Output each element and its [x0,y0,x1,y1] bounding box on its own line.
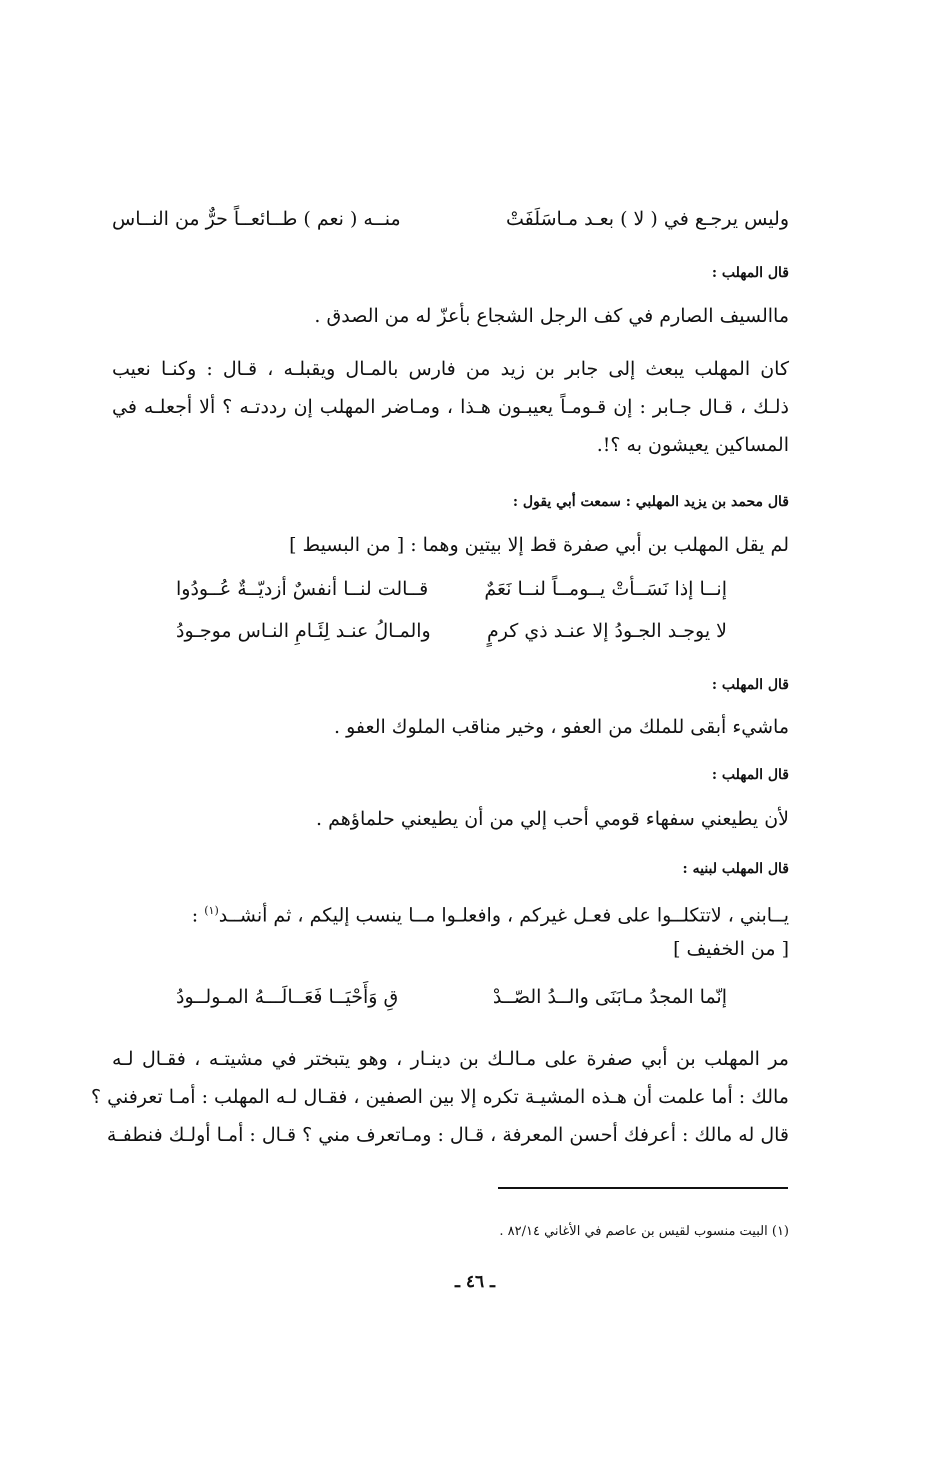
paragraph-line: مر المهلب بن أبي صفرة على مـالـك بن دينـار ، وهو يتبختر في مشيتـه ، فقـال لـه [112,1048,789,1070]
saying-text-body: يــابني ، لاتتكلــوا على فعـل غيركم ، وافعلـوا مــا ينسب إليكم ، ثم أنشــد [218,904,789,927]
footnote-divider [498,1187,788,1189]
paragraph-line: كان المهلب يبعث إلى جابر بن زيد من فارس بالمـال ويقبلـه ، قـال : وكنـا نعيب [112,358,789,380]
saying-text-line [112,892,789,934]
paragraph-line: قال له مالك : أعرفك أحسن المعرفة ، قـال : ومـاتعرف مني ؟ قـال : أمـا أولـك فنطفـة [106,1124,789,1146]
page-number: ـ ٤٦ ـ [454,1272,496,1292]
speaker-label: قال المهلب : [711,677,789,693]
verse-single-right: إنّما المجدُ مـابَنَى والــدُ الصّــدْ [492,986,727,1008]
poem-verse-2-left: والمـالُ عنـد لِئَـامِ النـاس موجـودُ [176,620,431,642]
saying-text: ماالسيف الصارم في كف الرجل الشجاع بأعزّ له من الصدق . [314,305,789,327]
verse-top-hemistich-left: منــه ( نعم ) طــائعــاً حرٌّ من النــاس [112,208,401,230]
colon: : [191,904,205,927]
poem-verse-1-right: إنــا إذا نَسَــأتْ يــومــاً لنــا نَعَمٌ [484,578,727,600]
speaker-label: قال المهلب لبنيه : [682,861,789,877]
saying-text: ماشيء أبقى للملك من العفو ، وخير مناقب الملوك العفو . [334,716,789,738]
verse-top-hemistich-right: وليس يرجـع في ( لا ) بعـد مـاسَلَفَتْ [506,208,789,230]
footnote-text: (١) البيت منسوب لقيس بن عاصم في الأغاني ٨٢/١٤ . [499,1224,789,1239]
paragraph-line: ذلـك ، قـال جـابر : إن قـومـاً يعيبـون هـذا ، ومـاضر المهلب إن رددتـه ؟ ألا أجعلـه في [112,396,789,418]
saying-text: لم يقل المهلب بن أبي صفرة قط إلا بيتين وهما : [ من البسيط ] [289,534,789,556]
poem-verse-2-right: لا يوجـد الجـودُ إلا عنـد ذي كرمٍ [487,620,727,642]
speaker-label: قال المهلب : [711,767,789,783]
paragraph-line: مالك : أما علمت أن هـذه المشيـة تكره إلا بين الصفين ، فقـال لـه المهلب : أمـا تعرفني ؟ [91,1086,789,1108]
saying-text: لأن يطيعني سفهاء قومي أحب إلي من أن يطيعني حلماؤهم . [316,808,789,830]
verse-single-left: قِ وَأَحْيَــا فَعَــالَـــهُ المـولــودُ [176,986,399,1008]
meter-label: [ من الخفيف ] [673,938,789,960]
paragraph-line: المساكين يعيشون به ؟!. [596,434,789,456]
footnote-reference: (١) [204,904,219,917]
speaker-label: قال المهلب : [711,265,789,281]
poem-verse-1-left: قــالت لنــا أنفسٌ أزديّــةٌ عُــودُوا [176,578,429,600]
speaker-label: قال محمد بن يزيد المهلبي : سمعت أبي يقول : [512,494,789,510]
